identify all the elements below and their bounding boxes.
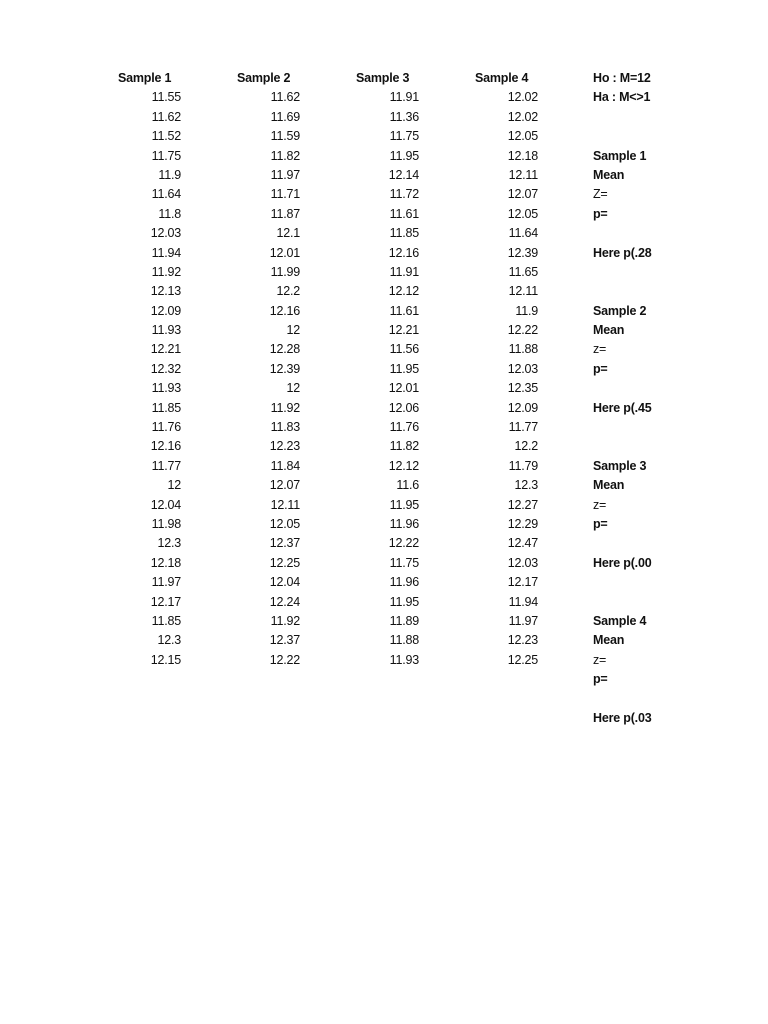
value-cell: 11.95	[389, 148, 419, 163]
value-cell: 11.6	[396, 478, 419, 493]
value-cell: 11.36	[389, 109, 419, 124]
value-cell: 12	[286, 381, 300, 396]
column-values	[118, 88, 181, 670]
value-cell: 11.8	[158, 206, 181, 221]
value-cell: 12.17	[507, 575, 538, 590]
value-cell: 12.01	[388, 381, 419, 396]
value-cell: 12.23	[269, 439, 300, 454]
value-cell: 12	[167, 478, 181, 493]
value-cell: 12.25	[269, 555, 300, 570]
value-cell: 12.2	[276, 284, 300, 299]
value-cell: 12.11	[508, 284, 538, 299]
value-cell: 11.93	[389, 652, 419, 667]
value-cell: 11.9	[158, 167, 181, 182]
value-cell: 11.89	[389, 613, 419, 628]
value-cell: 12.28	[269, 342, 300, 357]
value-cell: 12.39	[507, 245, 538, 260]
value-cell: 11.61	[389, 303, 419, 318]
value-cell: 12.12	[388, 284, 419, 299]
value-cell: 11.87	[270, 206, 300, 221]
sample-2-p-label: p=	[593, 361, 608, 376]
value-cell: 12.11	[270, 497, 300, 512]
sample-2-column	[237, 69, 300, 670]
value-cell: 11.98	[151, 516, 181, 531]
value-cell: 11.62	[270, 90, 300, 105]
value-cell: 12	[286, 323, 300, 338]
value-cell: 12.37	[269, 633, 300, 648]
value-cell: 11.85	[151, 613, 181, 628]
sample-3-column	[356, 69, 419, 670]
value-cell: 12.06	[388, 400, 419, 415]
value-cell: 11.77	[151, 458, 181, 473]
sample-1-mean-label: Mean	[593, 167, 625, 182]
value-cell: 11.94	[151, 245, 181, 260]
value-cell: 11.65	[508, 264, 538, 279]
value-cell: 12.18	[507, 148, 538, 163]
sample-3-mean-label: Mean	[593, 478, 625, 493]
value-cell: 11.93	[151, 381, 181, 396]
value-cell: 11.97	[151, 575, 181, 590]
value-cell: 12.23	[507, 633, 538, 648]
alt-hypothesis: Ha : M<>1	[593, 90, 651, 105]
sample-2-here: Here p(.45	[593, 400, 652, 415]
blank-cell	[593, 437, 673, 456]
value-cell: 12.35	[507, 381, 538, 396]
value-cell: 11.92	[270, 613, 300, 628]
value-cell: 11.75	[389, 129, 419, 144]
value-cell: 12.25	[507, 652, 538, 667]
value-cell: 11.91	[389, 90, 419, 105]
value-cell: 11.88	[389, 633, 419, 648]
value-cell: 12.16	[269, 303, 300, 318]
value-cell: 12.17	[150, 594, 181, 609]
value-cell: 12.39	[269, 361, 300, 376]
value-cell: 12.24	[269, 594, 300, 609]
value-cell: 11.59	[270, 129, 300, 144]
blank-cell	[593, 224, 673, 243]
column-values	[237, 88, 300, 670]
value-cell: 11.56	[389, 342, 419, 357]
value-cell: 12.05	[507, 129, 538, 144]
value-cell: 12.02	[507, 90, 538, 105]
value-cell: 12.11	[508, 167, 538, 182]
blank-cell	[593, 690, 673, 709]
column-values	[475, 88, 538, 670]
value-cell: 11.92	[151, 264, 181, 279]
sample-1-title: Sample 1	[593, 148, 647, 163]
blank-cell	[593, 573, 673, 592]
column-header: Sample 1	[118, 71, 172, 85]
value-cell: 11.62	[151, 109, 181, 124]
value-cell: 11.72	[389, 187, 419, 202]
value-cell: 11.82	[389, 439, 419, 454]
value-cell: 11.64	[151, 187, 181, 202]
value-cell: 12.22	[388, 536, 419, 551]
value-cell: 12.29	[507, 516, 538, 531]
blank-cell	[593, 593, 673, 612]
value-cell: 12.15	[150, 652, 181, 667]
value-cell: 12.04	[150, 497, 181, 512]
value-cell: 11.95	[389, 594, 419, 609]
sample-4-here: Here p(.03	[593, 710, 652, 725]
value-cell: 12.1	[276, 226, 300, 241]
sample-3-z-label: z=	[593, 497, 607, 512]
value-cell: 11.75	[151, 148, 181, 163]
value-cell: 11.85	[389, 226, 419, 241]
value-cell: 11.91	[389, 264, 419, 279]
value-cell: 12.09	[150, 303, 181, 318]
sample-3-title: Sample 3	[593, 458, 647, 473]
value-cell: 11.71	[270, 187, 300, 202]
value-cell: 11.69	[270, 109, 300, 124]
value-cell: 12.21	[150, 342, 181, 357]
value-cell: 12.01	[269, 245, 300, 260]
value-cell: 12.03	[507, 555, 538, 570]
value-cell: 11.97	[508, 613, 538, 628]
value-cell: 12.16	[388, 245, 419, 260]
value-cell: 11.97	[270, 167, 300, 182]
value-cell: 12.3	[157, 536, 181, 551]
value-cell: 12.05	[269, 516, 300, 531]
value-cell: 12.07	[507, 187, 538, 202]
value-cell: 11.92	[270, 400, 300, 415]
null-hypothesis: Ho : M=12	[593, 71, 651, 85]
sample-2-z-label: z=	[593, 342, 607, 357]
value-cell: 11.96	[389, 516, 419, 531]
value-cell: 12.21	[388, 323, 419, 338]
value-cell: 11.52	[151, 129, 181, 144]
value-cell: 11.77	[508, 420, 538, 435]
sample-2-title: Sample 2	[593, 303, 647, 318]
sample-4-z-label: z=	[593, 652, 607, 667]
value-cell: 12.12	[388, 458, 419, 473]
value-cell: 12.22	[269, 652, 300, 667]
sample-4-mean-label: Mean	[593, 633, 625, 648]
value-cell: 12.09	[507, 400, 538, 415]
sample-1-here: Here p(.28	[593, 245, 652, 260]
value-cell: 11.55	[151, 90, 181, 105]
value-cell: 11.84	[270, 458, 300, 473]
column-header: Sample 2	[237, 71, 291, 85]
sample-3-p-label: p=	[593, 516, 608, 531]
value-cell: 11.9	[515, 303, 538, 318]
value-cell: 11.88	[508, 342, 538, 357]
value-cell: 11.61	[389, 206, 419, 221]
value-cell: 11.79	[508, 458, 538, 473]
value-cell: 11.96	[389, 575, 419, 590]
value-cell: 11.82	[270, 148, 300, 163]
value-cell: 12.37	[269, 536, 300, 551]
value-cell: 11.76	[389, 420, 419, 435]
sample-4-title: Sample 4	[593, 613, 647, 628]
value-cell: 12.13	[150, 284, 181, 299]
sample-4-column	[475, 69, 538, 670]
value-cell: 11.93	[151, 323, 181, 338]
blank-cell	[593, 534, 673, 553]
sample-3-here: Here p(.00	[593, 555, 652, 570]
value-cell: 12.02	[507, 109, 538, 124]
blank-cell	[593, 263, 673, 282]
value-cell: 12.14	[388, 167, 419, 182]
blank-cell	[593, 379, 673, 398]
value-cell: 12.22	[507, 323, 538, 338]
column-header: Sample 3	[356, 71, 410, 85]
value-cell: 11.83	[270, 420, 300, 435]
value-cell: 12.16	[150, 439, 181, 454]
value-cell: 12.18	[150, 555, 181, 570]
blank-cell	[593, 282, 673, 301]
value-cell: 12.03	[150, 226, 181, 241]
value-cell: 12.05	[507, 206, 538, 221]
value-cell: 12.3	[514, 478, 538, 493]
value-cell: 11.75	[389, 555, 419, 570]
hypothesis-notes-column	[593, 69, 673, 728]
sample-1-column	[118, 69, 181, 670]
value-cell: 12.3	[157, 633, 181, 648]
value-cell: 12.2	[514, 439, 538, 454]
sample-2-mean-label: Mean	[593, 323, 625, 338]
value-cell: 11.85	[151, 400, 181, 415]
value-cell: 12.03	[507, 361, 538, 376]
column-values	[356, 88, 419, 670]
value-cell: 12.47	[507, 536, 538, 551]
blank-cell	[593, 418, 673, 437]
column-header: Sample 4	[475, 71, 529, 85]
value-cell: 11.94	[508, 594, 538, 609]
blank-cell	[593, 127, 673, 146]
value-cell: 12.27	[507, 497, 538, 512]
sample-1-p-label: p=	[593, 206, 608, 221]
blank-cell	[593, 108, 673, 127]
value-cell: 11.64	[508, 226, 538, 241]
value-cell: 11.95	[389, 497, 419, 512]
value-cell: 11.76	[151, 420, 181, 435]
value-cell: 12.32	[150, 361, 181, 376]
value-cell: 12.07	[269, 478, 300, 493]
sample-4-p-label: p=	[593, 672, 608, 687]
sample-1-z-label: Z=	[593, 187, 608, 202]
value-cell: 12.04	[269, 575, 300, 590]
value-cell: 11.95	[389, 361, 419, 376]
value-cell: 11.99	[270, 264, 300, 279]
